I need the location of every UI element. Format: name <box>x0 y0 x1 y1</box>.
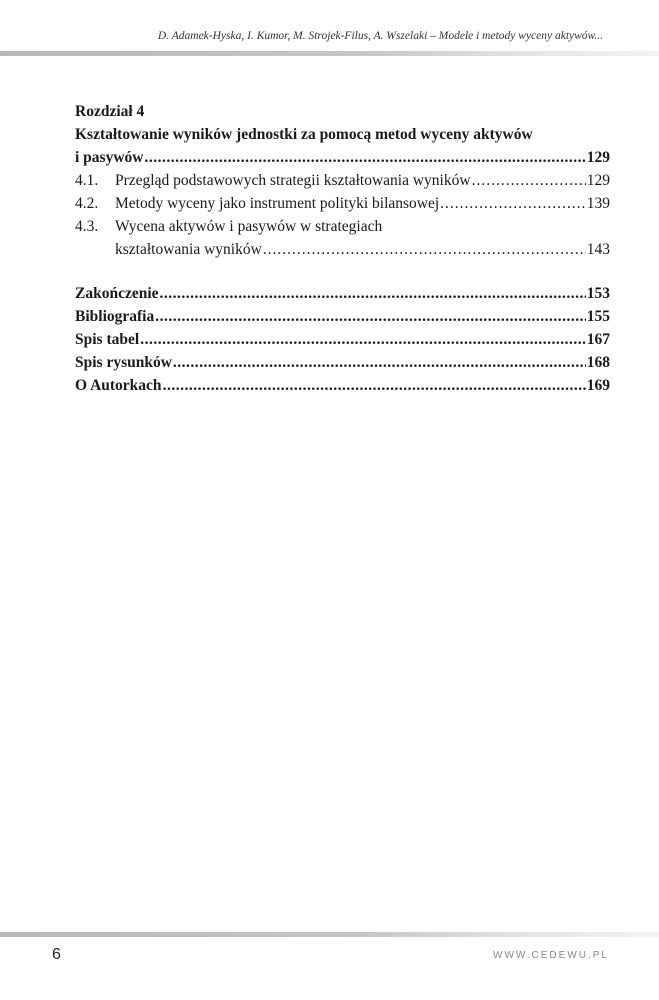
leader-dots <box>472 169 586 192</box>
chapter-title: Kształtowanie wyników jednostki za pomocą metod wyceny aktywów <box>75 126 533 143</box>
leader-dots <box>263 238 586 261</box>
chapter-title-continuation: i pasywów <box>75 149 144 166</box>
entry-title: Bibliografia <box>75 308 155 325</box>
entry-title: O Autorkach <box>75 377 162 394</box>
header-rule <box>0 51 659 56</box>
section-title: Wycena aktywów i pasywów w strategiach <box>115 218 383 235</box>
leader-dots <box>440 192 586 215</box>
page-ref: 155 <box>586 308 610 325</box>
leader-dots <box>163 374 586 397</box>
toc-entry-4-3-continuation[interactable] <box>75 238 610 261</box>
leader-dots <box>155 305 586 328</box>
page-ref: 167 <box>586 331 610 348</box>
entry-title: Spis tabel <box>75 331 140 348</box>
section-number: 4.1. <box>75 172 99 189</box>
section-title-continuation: kształtowania wyników <box>115 241 262 258</box>
section-number: 4.3. <box>75 218 99 235</box>
spacer <box>75 261 610 282</box>
toc-entry-o-autorkach[interactable] <box>75 374 610 397</box>
publisher-url[interactable]: WWW.CEDEWU.PL <box>493 950 609 961</box>
section-title: Przegląd podstawowych strategii kształtowania wyników <box>115 172 471 189</box>
toc-entry-spis-rysunkow[interactable] <box>75 351 610 374</box>
toc-entry-zakonczenie[interactable] <box>75 282 610 305</box>
page-ref: 143 <box>586 241 610 258</box>
page-ref: 169 <box>586 377 610 394</box>
entry-title: Zakończenie <box>75 285 159 302</box>
page-ref: 129 <box>586 149 610 166</box>
section-number: 4.2. <box>75 195 99 212</box>
page-number: 6 <box>52 946 61 963</box>
toc-entry-bibliografia[interactable] <box>75 305 610 328</box>
toc-entry-chapter-4[interactable] <box>75 146 610 169</box>
toc-entry-4-1[interactable] <box>75 169 610 192</box>
entry-title: Spis rysunków <box>75 354 172 371</box>
section-title: Metody wyceny jako instrument polityki bilansowej <box>115 195 440 212</box>
leader-dots <box>140 328 586 351</box>
leader-dots <box>160 282 586 305</box>
page-ref: 153 <box>586 285 610 302</box>
page-ref: 168 <box>586 354 610 371</box>
page-ref: 129 <box>586 172 610 189</box>
running-header: D. Adamek-Hyska, I. Kumor, M. Strojek-Filus, A. Wszelaki – Modele i metody wyceny aktywów... <box>157 30 603 42</box>
leader-dots <box>144 146 585 169</box>
toc-entry-spis-tabel[interactable] <box>75 328 610 351</box>
toc-entry-4-2[interactable] <box>75 192 610 215</box>
footer-rule <box>0 932 659 937</box>
page-ref: 139 <box>586 195 610 212</box>
chapter-label: Rozdział 4 <box>75 103 145 120</box>
toc-entry-4-3[interactable] <box>75 215 610 238</box>
table-of-contents <box>75 100 610 397</box>
leader-dots <box>173 351 586 374</box>
